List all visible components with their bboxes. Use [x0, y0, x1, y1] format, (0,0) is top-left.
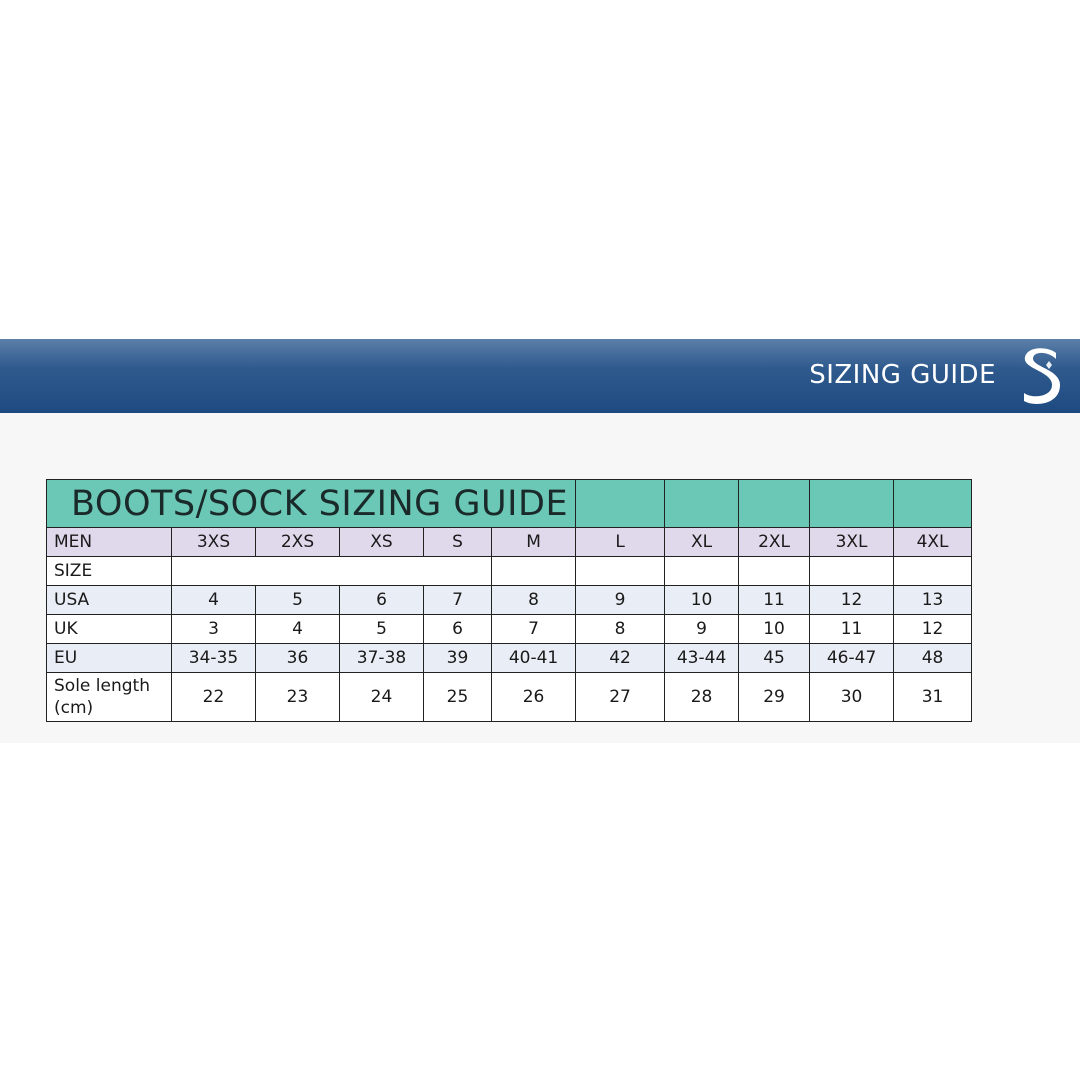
table-cell: 8 — [492, 586, 576, 615]
row-label: UK — [47, 615, 172, 644]
size-header-cell: 2XS — [256, 528, 340, 557]
table-cell: 12 — [810, 586, 894, 615]
blank-cell — [576, 557, 665, 586]
table-cell: 45 — [739, 644, 810, 673]
title-row-cell — [810, 480, 894, 528]
title-row-cell — [665, 480, 739, 528]
table-cell: 23 — [256, 673, 340, 722]
table-cell: 3 — [172, 615, 256, 644]
title-row-cell — [576, 480, 665, 528]
table-cell: 29 — [739, 673, 810, 722]
row-label: Sole length (cm) — [47, 673, 172, 722]
table-cell: 7 — [492, 615, 576, 644]
table-cell: 39 — [424, 644, 492, 673]
banner-title: SIZING GUIDE — [809, 360, 996, 390]
table-cell: 7 — [424, 586, 492, 615]
table-cell: 4 — [256, 615, 340, 644]
usa-row — [47, 586, 972, 615]
men-label: MEN — [47, 528, 172, 557]
table-cell: 43-44 — [665, 644, 739, 673]
sole-length-row — [47, 673, 972, 722]
blank-cell — [894, 557, 972, 586]
blank-merged-cell — [172, 557, 492, 586]
blank-cell — [492, 557, 576, 586]
size-header-cell: L — [576, 528, 665, 557]
table-cell: 25 — [424, 673, 492, 722]
table-cell: 30 — [810, 673, 894, 722]
size-header-cell: S — [424, 528, 492, 557]
size-header-cell: XS — [340, 528, 424, 557]
size-header-cell: 3XS — [172, 528, 256, 557]
table-cell: 24 — [340, 673, 424, 722]
title-row-cell — [739, 480, 810, 528]
uk-row — [47, 615, 972, 644]
table-title: BOOTS/SOCK SIZING GUIDE — [47, 480, 576, 528]
table-cell: 10 — [739, 615, 810, 644]
row-label: EU — [47, 644, 172, 673]
size-header-cell: M — [492, 528, 576, 557]
blank-cell — [810, 557, 894, 586]
table-cell: 36 — [256, 644, 340, 673]
size-header-cell: XL — [665, 528, 739, 557]
size-header-row — [47, 528, 972, 557]
table-cell: 6 — [424, 615, 492, 644]
table-cell: 42 — [576, 644, 665, 673]
size-header-cell: 4XL — [894, 528, 972, 557]
brand-logo-icon — [1016, 345, 1064, 407]
table-title-row — [47, 480, 972, 528]
size-header-cell: 2XL — [739, 528, 810, 557]
table-cell: 11 — [739, 586, 810, 615]
table-cell: 46-47 — [810, 644, 894, 673]
sizing-guide-banner — [0, 339, 1080, 413]
table-cell: 5 — [256, 586, 340, 615]
table-cell: 26 — [492, 673, 576, 722]
table-cell: 22 — [172, 673, 256, 722]
table-cell: 8 — [576, 615, 665, 644]
row-label: USA — [47, 586, 172, 615]
table-cell: 11 — [810, 615, 894, 644]
table-cell: 28 — [665, 673, 739, 722]
table-cell: 4 — [172, 586, 256, 615]
table-cell: 5 — [340, 615, 424, 644]
size-header-cell: 3XL — [810, 528, 894, 557]
table-cell: 6 — [340, 586, 424, 615]
table-cell: 48 — [894, 644, 972, 673]
blank-cell — [665, 557, 739, 586]
eu-row — [47, 644, 972, 673]
size-label: SIZE — [47, 557, 172, 586]
title-row-cell — [894, 480, 972, 528]
size-label-row — [47, 557, 972, 586]
table-cell: 12 — [894, 615, 972, 644]
table-cell: 9 — [665, 615, 739, 644]
table-cell: 13 — [894, 586, 972, 615]
table-cell: 10 — [665, 586, 739, 615]
table-cell: 37-38 — [340, 644, 424, 673]
table-cell: 27 — [576, 673, 665, 722]
table-cell: 40-41 — [492, 644, 576, 673]
table-cell: 31 — [894, 673, 972, 722]
table-cell: 34-35 — [172, 644, 256, 673]
table-cell: 9 — [576, 586, 665, 615]
boots-sock-sizing-table — [46, 479, 972, 722]
blank-cell — [739, 557, 810, 586]
